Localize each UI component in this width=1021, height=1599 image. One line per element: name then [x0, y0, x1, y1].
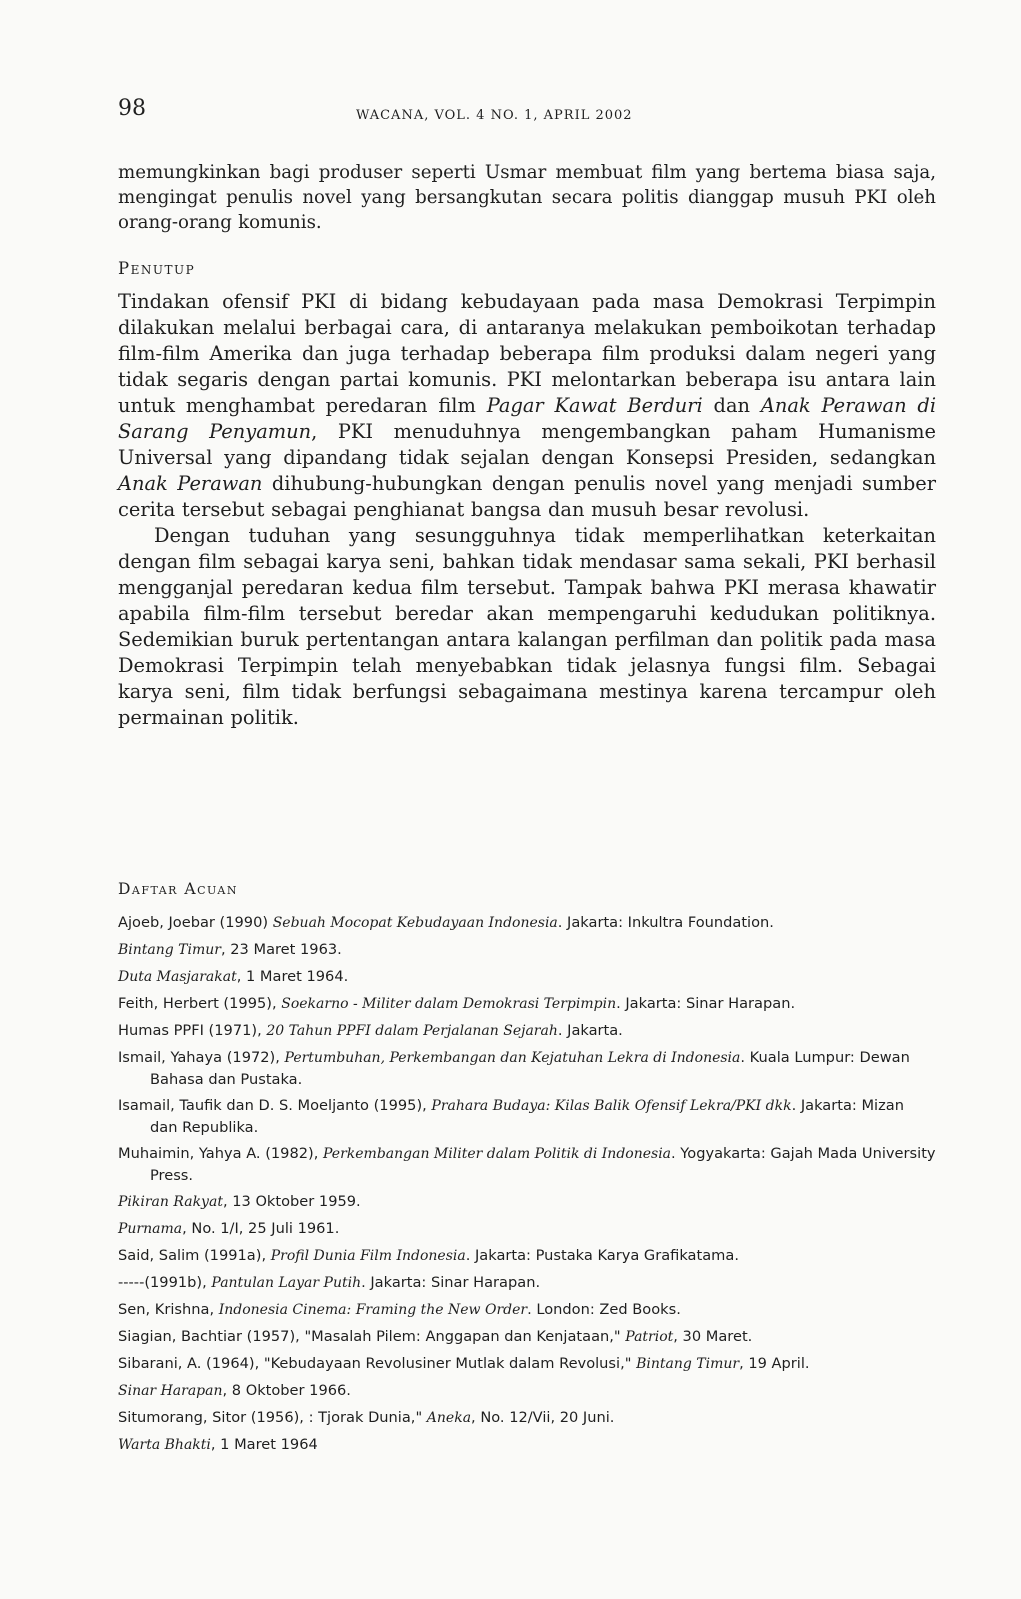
reference-title: Soekarno - Militer dalam Demokrasi Terpimpin: [281, 996, 617, 1012]
reference-entry: [118, 1047, 936, 1090]
reference-text: -----(1991b),: [118, 1274, 212, 1291]
page-number: 98: [118, 96, 146, 121]
reference-title: Duta Masjarakat: [118, 969, 237, 985]
references-heading: Daftar Acuan: [118, 880, 239, 898]
reference-title: Profil Dunia Film Indonesia: [270, 1248, 466, 1264]
reference-text: , 13 Oktober 1959.: [222, 1193, 361, 1210]
reference-title: Aneka: [426, 1410, 472, 1426]
reference-title: Patriot: [625, 1329, 674, 1345]
reference-text: . London: Zed Books.: [527, 1301, 681, 1318]
reference-text: , 23 Maret 1963.: [220, 941, 342, 958]
reference-text: Sen, Krishna,: [118, 1301, 219, 1318]
reference-text: . Yogyakarta: Gajah Mada University Press.: [150, 1145, 936, 1184]
reference-text: Said, Salim (1991a),: [118, 1247, 271, 1264]
film-title: Anak Perawan di Sarang Penyamun: [118, 394, 937, 443]
reference-title: Perkembangan Militer dalam Politik di Indonesia: [323, 1146, 672, 1162]
reference-title: 20 Tahun PPFI dalam Perjalanan Sejarah: [266, 1023, 558, 1039]
reference-title: Indonesia Cinema: Framing the New Order: [218, 1302, 528, 1318]
reference-text: , 8 Oktober 1966.: [222, 1382, 351, 1399]
reference-text: , 19 April.: [739, 1355, 810, 1372]
reference-text: . Jakarta: Inkultra Foundation.: [557, 914, 774, 931]
reference-text: . Jakarta: Sinar Harapan.: [616, 995, 796, 1012]
reference-text: . Jakarta: Pustaka Karya Grafikatama.: [465, 1247, 739, 1264]
reference-text: Ismail, Yahaya (1972),: [118, 1049, 285, 1066]
running-head: WACANA, VOL. 4 NO. 1, APRIL 2002: [356, 108, 633, 123]
page-header: [118, 96, 938, 136]
closing-paragraph-1: [118, 289, 936, 523]
reference-entry: [118, 1218, 936, 1240]
reference-text: Muhaimin, Yahya A. (1982),: [118, 1145, 324, 1162]
paragraph-text: , PKI menuduhnya mengembangkan paham Humanisme Universal yang dipandang tidak sejalan dengan Konsepsi Presiden, sedangkan: [118, 420, 936, 469]
reference-entry: [118, 939, 936, 961]
reference-text: Humas PPFI (1971),: [118, 1022, 267, 1039]
reference-text: , 1 Maret 1964: [210, 1436, 318, 1453]
reference-title: Sebuah Mocopat Kebudayaan Indonesia: [272, 915, 558, 931]
reference-text: . Jakarta: Mizan dan Republika.: [150, 1097, 904, 1136]
paragraph-text: Tindakan ofensif PKI di bidang kebudayaan pada masa Demokrasi Terpimpin dilakukan melalui berbagai cara, di antaranya melakukan pemboikotan terhadap film-film Amerika dan juga terhadap beberapa film produksi dalam negeri yang tidak segaris dengan partai komunis. PKI melontarkan beberapa isu antara lain untuk menghambat peredaran film: [118, 290, 936, 417]
reference-text: , No. 12/Vii, 20 Juni.: [471, 1409, 615, 1426]
reference-entry: [118, 1434, 936, 1456]
reference-entry: [118, 1272, 936, 1294]
reference-title: Pantulan Layar Putih: [211, 1275, 362, 1291]
reference-text: , 1 Maret 1964.: [236, 968, 349, 985]
reference-text: Siagian, Bachtiar (1957), "Masalah Pilem: Anggapan dan Kenjataan,": [118, 1328, 626, 1345]
film-title: Anak Perawan: [118, 472, 263, 495]
reference-entry: [118, 912, 936, 934]
reference-entry: [118, 1353, 936, 1375]
reference-entry: [118, 993, 936, 1015]
reference-entry: [118, 1191, 936, 1213]
reference-title: Pikiran Rakyat: [118, 1194, 223, 1210]
reference-entry: [118, 1245, 936, 1267]
references-section: [118, 880, 936, 1461]
reference-entry: [118, 1380, 936, 1402]
references-list: [118, 912, 936, 1456]
film-title: Pagar Kawat Berduri: [486, 394, 703, 417]
reference-entry: [118, 1299, 936, 1321]
intro-paragraph: memungkinkan bagi produser seperti Usmar membuat film yang bertema biasa saja, mengingat penulis novel yang bersangkutan secara politis dianggap musuh PKI oleh orang-orang komunis.: [118, 162, 936, 233]
reference-title: Sinar Harapan: [118, 1383, 223, 1399]
reference-entry: [118, 1143, 936, 1186]
reference-entry: [118, 1020, 936, 1042]
reference-text: Situmorang, Sitor (1956), : Tjorak Dunia,": [118, 1409, 427, 1426]
reference-text: , No. 1/I, 25 Juli 1961.: [182, 1220, 340, 1237]
reference-text: Isamail, Taufik dan D. S. Moeljanto (1995),: [118, 1097, 432, 1114]
reference-title: Pertumbuhan, Perkembangan dan Kejatuhan Lekra di Indonesia: [284, 1050, 741, 1066]
reference-text: . Jakarta.: [557, 1022, 623, 1039]
reference-entry: [118, 1095, 936, 1138]
reference-entry: [118, 1407, 936, 1429]
reference-title: Prahara Budaya: Kilas Balik Ofensif Lekra/PKI dkk: [431, 1098, 792, 1114]
reference-text: Sibarani, A. (1964), "Kebudayaan Revolusiner Mutlak dalam Revolusi,": [118, 1355, 637, 1372]
reference-text: Ajoeb, Joebar (1990): [118, 914, 273, 931]
closing-paragraph-2: Dengan tuduhan yang sesungguhnya tidak memperlihatkan keterkaitan dengan film sebagai karya seni, bahkan tidak mendasar sama sekali, PKI berhasil mengganjal peredaran kedua film tersebut. Tampak bahwa PKI merasa khawatir apabila film-film tersebut beredar akan mempengaruhi kedudukan politiknya. Sedemikian buruk pertentangan antara kalangan perfilman dan politik pada masa Demokrasi Terpimpin telah menyebabkan tidak jelasnya fungsi film. Sebagai karya seni, film tidak berfungsi sebagaimana mestinya karena tercampur oleh permainan politik.: [118, 524, 936, 729]
body-text: [118, 160, 936, 731]
reference-text: . Jakarta: Sinar Harapan.: [361, 1274, 541, 1291]
section-heading-penutup: Penutup: [118, 259, 196, 278]
reference-text: Feith, Herbert (1995),: [118, 995, 282, 1012]
reference-entry: [118, 1326, 936, 1348]
paragraph-text: dan: [702, 394, 761, 417]
reference-entry: [118, 966, 936, 988]
paragraph-text: dihubung-hubungkan dengan penulis novel yang menjadi sumber cerita tersebut sebagai penghianat bangsa dan musuh besar revolusi.: [118, 472, 936, 521]
reference-text: . Kuala Lumpur: Dewan Bahasa dan Pustaka.: [150, 1049, 910, 1088]
reference-title: Warta Bhakti: [118, 1437, 211, 1453]
reference-text: , 30 Maret.: [673, 1328, 753, 1345]
reference-title: Purnama: [118, 1221, 183, 1237]
reference-title: Bintang Timur: [636, 1356, 740, 1372]
reference-title: Bintang Timur: [118, 942, 221, 958]
